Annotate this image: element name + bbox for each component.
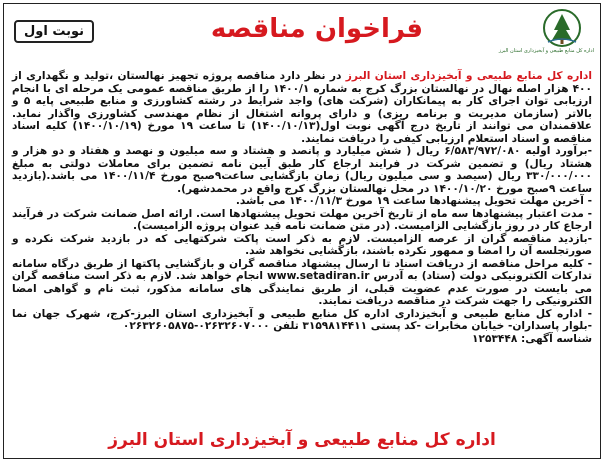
paragraph-text: در نظر دارد مناقصه پروژه تجهیز نهالستان ،تولید و نگهداری از ۴۰۰ هزار اصله نهال در نهالستان بزرگ کرج به شماره ۱۴۰۰/۱ را از طریق مناقصه عمومی یک مرحله ای با انجام ارزیابی توان اجرای کار به پیمانکاران (شرکت های) واجد شرایط در رشته کشاورزی و منابع طبیعی پایه ۵ و بالاتر (سازمان مدیریت و برنامه ریزی) و دارای پروانه اشتغال از نظام مهندسی کشاورزی واگذار نماید. علاقمندان می توانند از تاریخ درج آگهی نوبت اول(۱۴۰۰/۱۰/۱۳) تا ساعت ۱۹ مورخ (۱۴۰۰/۱۰/۱۹) کلیه اسناد مناقصه و اسناد استعلام ارزیابی کیفی را دریافت نمایند. xyxy=(12,70,592,145)
paragraph-intro xyxy=(12,70,592,145)
round-badge: نوبت اول xyxy=(14,20,94,43)
paragraph-text: - مدت اعتبار پیشنهادها سه ماه از تاریخ آخرین مهلت تحویل پیشنهادها است. ارائه اصل ضمانت شرکت در فرآیند ارجاع کار در روز بازگشایی الزامیست. (در متن ضمانت نامه قید عنوان پروژه الزامیست). xyxy=(12,207,592,232)
paragraph-deadline xyxy=(12,195,592,208)
paragraph-site-visit xyxy=(12,233,592,258)
notice-header xyxy=(4,4,600,64)
paragraph-text: -بازدید مناقصه گران از عرصه الزامیست. لازم به ذکر است پاکت شرکتهایی که در بازدید شرکت نکرده و صورتجلسه آن را امضا و ممهور نکرده باشند، بازگشایی نخواهد شد. xyxy=(12,232,592,257)
notice-title: فراخوان مناقصه xyxy=(210,14,424,44)
paragraph-text: - اداره کل منابع طبیعی و آبخیزداری اداره کل منابع طبیعی و آبخیزداری استان البرز-کرج، شهرک جهان نما -بلوار پاسداران- خیابان مخابرات -کد پستی ۳۱۵۹۸۱۴۴۱۱ تلفن ۰۲۶۳۲۶۰۷۰۰۰-۰۲۶۳۲۶۰۵۸۷۵ xyxy=(12,307,592,332)
notice-body xyxy=(12,70,592,345)
paragraph-text: -برآورد اولیه ۶/۵۸۳/۹۷۲/۰۸۰ ریال ( شش میلیارد و پانصد و هشتاد و سه میلیون و نهصد و هفتاد و دو هزار و هشتاد ریال) و تضمین شرکت در فرایند ارجاع کار طبق آیین نامه تضمین برای معاملات دولتی به مبلغ ۳۳۰/۰۰۰/۰۰۰ ریال (سیصد و سی میلیون ریال) زمان بازگشایی ساعت۹صبح مورخ ۱۴۰۰/۱۱/۴ می باشد.(بازدید ساعت ۹صبح مورخ ۱۴۰۰/۱۰/۲۰ در محل نهالستان بزرگ کرج واقع در محمدشهر). xyxy=(12,145,592,195)
issuer-footer: اداره کل منابع طبیعی و آبخیزداری استان البرز xyxy=(108,430,496,450)
tender-notice xyxy=(3,3,601,459)
paragraph-validity xyxy=(12,208,592,233)
paragraph-estimate xyxy=(12,145,592,195)
natural-resources-emblem-icon xyxy=(540,8,584,48)
notice-id: شناسه آگهی: ۱۲۵۳۴۴۸ xyxy=(472,332,592,345)
paragraph-setad-portal xyxy=(12,258,592,308)
organization-name: اداره کل منابع طبیعی و آبخیزداری استان البرز xyxy=(345,70,592,82)
organization-logo xyxy=(498,8,594,54)
paragraph-text: - کلیه مراحل مناقصه از دریافت اسناد تا ارسال پیشنهاد مناقصه گران و بازگشایی پاکتها از طریق درگاه سامانه تدارکات الکترونیکی دولت (ستاد) به آدرس www.setadiran.ir انجام خواهد شد. لازم به ذکر است مناقصه گران می بایست در صورت عدم عضویت قبلی، از طریق نمایندگی های سامانه مذکور، ثبت نام و گواهی امضا الکترونیکی را جهت شرکت در مناقصه دریافت نمایند. xyxy=(12,257,592,307)
paragraph-address xyxy=(12,308,592,333)
logo-caption: اداره کل منابع طبیعی و آبخیزداری استان البرز xyxy=(498,48,594,54)
paragraph-text: - آخرین مهلت تحویل پیشنهادها ساعت ۱۹ مورخ ۱۴۰۰/۱۱/۳ می باشد. xyxy=(235,195,592,207)
paragraph-notice-id xyxy=(12,333,592,346)
